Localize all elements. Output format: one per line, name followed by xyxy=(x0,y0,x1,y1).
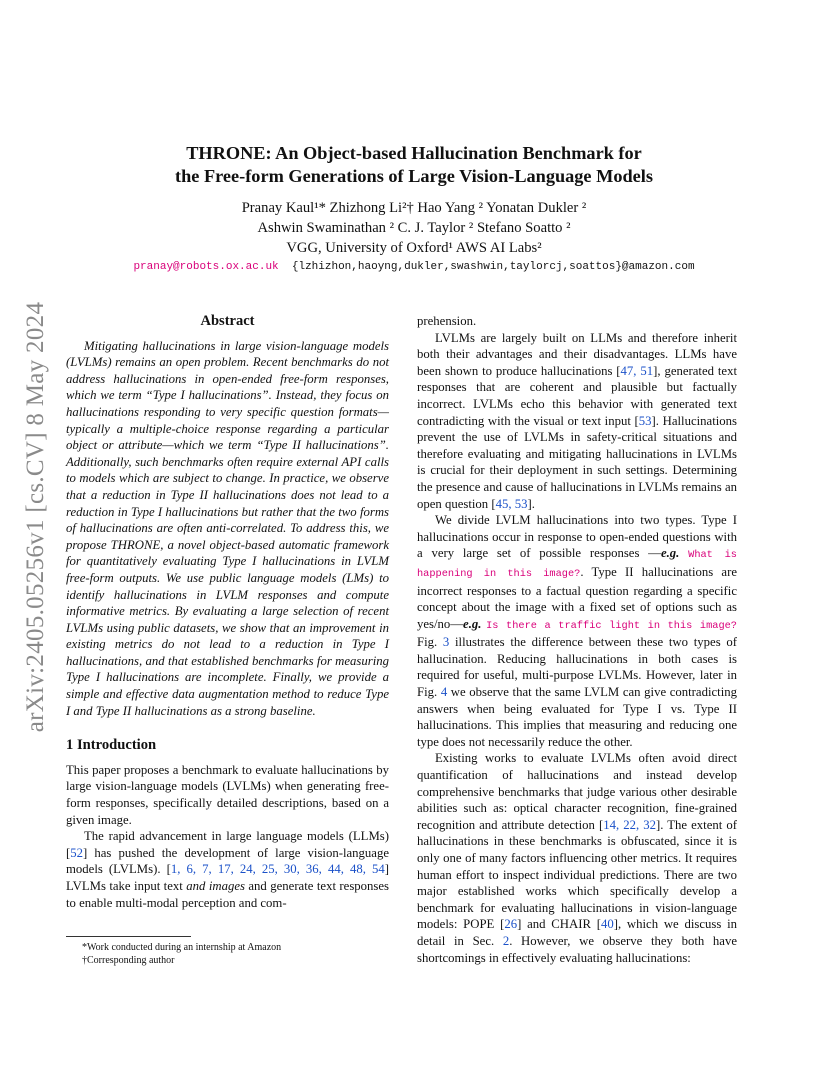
left-column xyxy=(66,313,389,911)
code-question-1: What is happening in this image? xyxy=(417,549,737,580)
title-line-2: the Free-form Generations of Large Vision-Language Models xyxy=(175,166,653,186)
footnotes xyxy=(66,936,389,967)
footnote-rule xyxy=(66,936,191,937)
figure-link[interactable]: 4 xyxy=(440,685,448,700)
paper-title xyxy=(80,142,748,188)
email-oxford-link[interactable]: pranay@robots.ox.ac.uk xyxy=(133,261,279,273)
authors-line-2: Ashwin Swaminathan ² C. J. Taylor ² Stefano Soatto ² xyxy=(257,220,571,236)
abstract-text: Mitigating hallucinations in large vision-language models (LVLMs) remains an open problem. Recent benchmarks do not address hallucinations in open-ended free-form responses, which we term “Type I hallucinations”. Instead, they focus on hallucinations responding to very specific question formats—typically a multiple-choice response regarding a particular object or attribute—which we term “Type II hallucinations”. Additionally, such benchmarks often require external API calls to models which are subject to change. In practice, we observe that a reduction in Type II hallucinations does not lead to a reduction in Type I hallucinations but rather that the two forms of hallucinations are often anti-correlated. To address this, we propose THRONE, a novel object-based automatic framework for quantitatively evaluating Type I hallucinations in LVLM free-form outputs. We use public language models (LMs) to identify hallucinations in LVLM responses and compute informative metrics. By evaluating a large selection of recent LVLMs using public datasets, we show that an improvement in existing metrics do not lead to a reduction in Type I hallucinations, and that established benchmarks for measuring Type I hallucinations are incomplete. Finally, we provide a simple and effective data augmentation method to reduce Type I and Type II hallucinations as a strong baseline. xyxy=(66,338,389,718)
footnote-corresponding: †Corresponding author xyxy=(82,955,175,966)
arxiv-identifier: arXiv:2405.05256v1 [cs.CV] 8 May 2024 xyxy=(22,301,49,733)
email-amazon-link[interactable]: {lzhizhon,haoyng,dukler,swashwin,taylorcj,soattos}@amazon.com xyxy=(291,261,695,273)
title-line-1: THRONE: An Object-based Hallucination Benchmark for xyxy=(186,143,642,163)
footnote-internship: *Work conducted during an internship at Amazon xyxy=(82,942,282,953)
introduction-heading: 1 Introduction xyxy=(66,737,157,754)
citation-link[interactable]: 1, 6, 7, 17, 24, 25, 30, 36, 44, 48, 54 xyxy=(170,862,385,877)
author-emails xyxy=(60,261,768,273)
section-link[interactable]: 2 xyxy=(502,933,510,948)
intro-paragraph-2-cont: prehension. xyxy=(417,314,477,328)
intro-paragraph-2: The rapid advancement in large language models (LLMs) [52] has pushed the development of large vision-language models (LVLMs). [1, 6, 7, 17, 24, 25, 30, 36, 44, 48, 54] LVLMs take input text and images and generate text responses to enable multi-modal perception and com- xyxy=(66,829,390,910)
authors-line-1: Pranay Kaul¹* Zhizhong Li²† Hao Yang ² Yonatan Dukler ² xyxy=(241,200,587,216)
figure-link[interactable]: 3 xyxy=(442,635,450,650)
right-column xyxy=(417,313,737,966)
citation-link[interactable]: 47, 51 xyxy=(620,363,654,378)
citation-link[interactable]: 26 xyxy=(504,917,518,932)
intro-paragraph-4: We divide LVLM hallucinations into two types. Type I hallucinations occur in response to open-ended questions with a very large set of possible responses —e.g. What is happening in this image?. Type II hallucinations are incorrect responses to a factual question regarding a specific concept about the image with a fixed set of options such as yes/no—e.g. Is there a traffic light in this image? Fig. 3 illustrates the difference between these two types of hallucination. Reducing hallucinations in both cases is required for useful, multi-purpose LVLMs. However, later in Fig. 4 we observe that the same LVLM can give contradicting answers when being evaluated for Type I vs. Type II hallucinations. This implies that measuring and reducing one type does not necessarily reduce the other. xyxy=(417,513,737,749)
intro-paragraph-1: This paper proposes a benchmark to evaluate hallucinations by large vision-language models (LVLMs) when generating free-form responses, specifically detailed descriptions, based on a given image. xyxy=(66,762,389,827)
citation-link[interactable]: 45, 53 xyxy=(495,496,528,511)
abstract-heading: Abstract xyxy=(200,313,255,329)
code-question-2: Is there a traffic light in this image? xyxy=(486,619,737,632)
citation-link[interactable]: 40 xyxy=(600,917,614,932)
author-block xyxy=(80,198,748,258)
citation-link[interactable]: 52 xyxy=(70,845,83,860)
citation-link[interactable]: 14, 22, 32 xyxy=(603,817,656,832)
intro-paragraph-5: Existing works to evaluate LVLMs often avoid direct quantification of hallucinations and instead develop comprehensive benchmarks that judge various other desirable abilities such as: optical character recognition, fine-grained recognition and attribute detection [14, 22, 32]. The extent of hallucinations in these benchmarks is obfuscated, since it is only one of many factors influencing other metrics. It requires human effort to inspect individual predictions. There are two major established works which specifically develop a benchmark for evaluating hallucinations in vision-language models: POPE [26] and CHAIR [40], which we discuss in detail in Sec. 2. However, we observe they both have shortcomings in effectively evaluating hallucinations: xyxy=(417,751,738,965)
affiliations: VGG, University of Oxford¹ AWS AI Labs² xyxy=(286,240,542,256)
citation-link[interactable]: 53 xyxy=(638,413,652,428)
intro-paragraph-3: LVLMs are largely built on LLMs and therefore inherit both their advantages and their disadvantages. LLMs have been shown to produce hallucinations [47, 51], generated text responses that are coherent and plausible but factually incorrect. LVLMs echo this behavior with generated text contradicting with the visual or text input [53]. Hallucinations prevent the use of LVLMs in safety-critical situations and therefore evaluating and mitigating hallucinations in LVLMs is crucial for their deployment in such settings. Determining the presence and cause of hallucinations in LVLMs remains an open question [45, 53]. xyxy=(417,330,737,511)
arxiv-sidebar xyxy=(8,277,64,757)
